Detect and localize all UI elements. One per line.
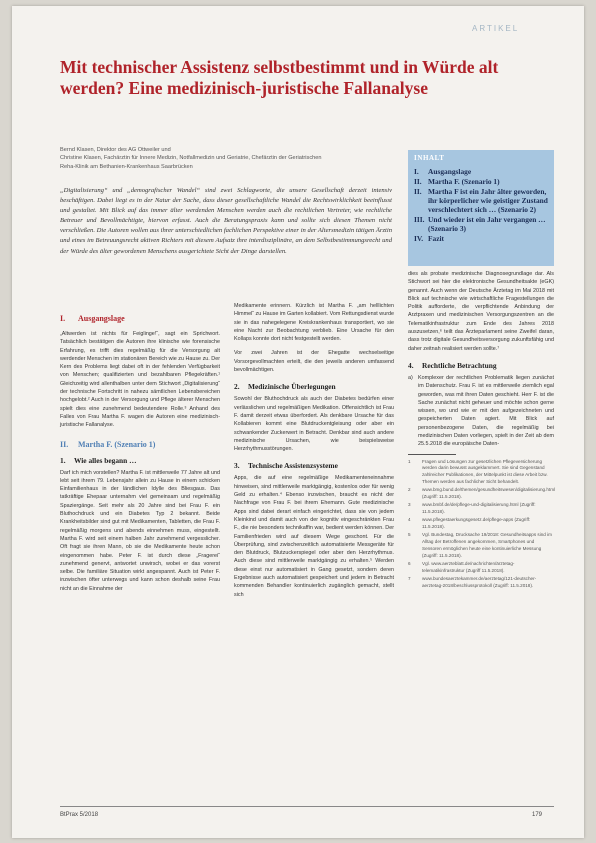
paragraph: Vor zwei Jahren ist der Ehegatte wechselseitige Vorsorgevollmachten erteilt, die den jeweils anderen umfassend bevollmächtigen.	[234, 350, 394, 374]
footnote-list	[408, 459, 554, 590]
footnote: 4 www.pflegestaerkungsgesetz.de/pflege-apps (Zugriff: 11.5.2018).	[408, 517, 531, 529]
section-heading: II. Martha F. (Szenario 1)	[60, 439, 156, 449]
toc-item: III. Und wieder ist ein Jahr vergangen … (Szenario 3)	[414, 214, 546, 234]
text-column-3	[408, 270, 554, 591]
abstract: „Digitalisierung“ und „demografischer Wandel“ sind zwei Schlagworte, die unsere Gesellschaft derzeit intensiv beschäftigen. Dabei liegt es in der Natur der Sache, dass dieser gesellschaftliche Wandel die Rechtswirklichkeit beeinflusst und gestaltet. Mit Blick auf das immer älter werdenden Menschen werden auch die rechtlichen Vertreter, wie rechtliche Betreuer und Bevollmächtigte, hiervon erfasst. Auch die Beratungspraxis kann und sollte sich diesen Themen nicht verschließen. Die Autoren wollen aus ihrer unterschiedlichen fachlichen Perspektive einer in der Altersmedizin tätigen Ärztin und eines im Betreuungsrecht aktiven Richters mit diesem Aufsatz ihre interdisziplinäre, an dem Selbstbestimmungsrecht und der Würde des älter gewordenen Menschens ausgerichtete Sicht der Dinge darstellen.	[60, 187, 392, 255]
author-line: Christine Klasen, Fachärztin für Innere Medizin, Notfallmedizin und Geriatrie, Chefärztin der Geriatrischen	[60, 155, 322, 162]
section-heading: I. Ausgangslage	[60, 314, 125, 323]
footnote-divider	[408, 454, 456, 455]
paragraph: „Altwerden ist nichts für Feiglinge!“, sagt ein Sprichwort. Tatsächlich bestätigen die Autoren ihre klinische wie forensische Erfahrung, es trifft dies regelmäßig für die Versorgung alt werdender Menschen im stationären Bereich wie zu Hause zu. Der Kern des Problems liegt dabei oft in der fehlenden Verfügbarkeit von Menschen; qualifizierten und bezahlbaren Pflegekräften.¹ Gleichzeitig wird allenthalben unter dem Stichwort „Digitalisierung“ der technische Fortschritt in nahezu sämtlichen Lebensbereichen hochgelobt.² Auch in der Versorgung und Pflege älterer Menschen spielt dies eine zunehmend bedeutendere Rolle.³ Anhand des Falles von Frau Martha F. wagen die Autoren eine medizinisch-juristische Fallanalyse.	[60, 331, 220, 429]
subsection-heading: 3. Technische Assistenzsysteme	[234, 461, 338, 471]
document-page	[12, 6, 584, 838]
page-number: 179	[532, 812, 543, 818]
subsection-heading: 2. Medizinische Überlegungen	[234, 382, 336, 392]
footnote: 5 Vgl. Bundestag, Drucksache 19/2018: Gesundheitsapps sind im Alltag der Betroffenen angekommen, Smartphones und Sensoren ermöglichen heute eine kontinuierliche Messung (Zugriff: 11.5.2018).	[408, 532, 552, 558]
footnote: 3 www.bmbf.de/de/pflege-und-digitalisierung.html (Zugriff: 11.5.2018).	[408, 502, 536, 514]
footer-divider	[60, 806, 554, 807]
text-column-2	[234, 302, 394, 599]
paragraph: Darf ich mich vorstellen? Martha F. ist mittlerweile 77 Jahre alt und lebt seit ihrem 79. Lebensjahr allein zu Hause in einem schicken Einfamilienhaus in der ländlichen Idylle des Bliesgaus. Das tatkräftige Ehepaar unternahm viel gemeinsam und regelmäßig Spaziergänge. Seit mehr als 20 Jahre sind bei Frau F. ein Bluthochdruck und ein Diabetes Typ 2 bekannt. Beide Krankheitsbilder sind gut mit Medikamenten, Tabletten, die Frau F. regelmäßig morgens und abends einnehmen muss, eingestellt. Martha F. wird seit einem halben Jahr zunehmend vergesslicher. Oft fragt sie ihren Mann, ob sie die Medikamente heute schon eingenommen habe. Peter F. ist durch diese „Fragerei“ zunehmend genervt, antwortet unwirsch, wobei er das vorerst selbe. Die familiäre Situation wirkt angespannt. Auch ist Peter F. inzwischen öfter unterwegs und kann schon deshalb seine Frau nicht an die Einnahme der	[60, 469, 220, 592]
section-tag: ARTIKEL	[472, 24, 520, 33]
author-line: Reha-Klinik am Bethanien-Krankenhaus Saarbrücken	[60, 163, 193, 170]
paragraph: Sowohl der Bluthochdruck als auch der Diabetes bedürfen einer verlässlichen und regelmäßigen Medikation. Offensichtlich ist Frau F. damit derzeit etwas überfordert. Als denkbare Ursache für das Kollabieren kommt eine Blutdruckentgleisung oder aber ein schwankender Zuckerwert in Betracht. Denkbar sind auch andere medizinische Ursachen, wie beispielsweise Herzrhythmusstörungen.	[234, 396, 394, 453]
table-of-contents-box	[408, 150, 554, 266]
paragraph: dies als probate medizinische Diagnosegrundlage dar. Als Stichwort sei hier die elektronische Gesundheitsakte (eGK) genannt. Auch wenn der Deutsche Ärztetag im Mai 2018 mit Blick auf technische wie wirtschaftliche Fragestellungen die Politik aufforderte, die verpflichtende Anbindung der Arztpraxen und medizinischen Versorgungszentren an die Telematikinfrastruktur zum Ende des Jahres 2018 auszusetzen,⁶ teilt das Ärzteparlament seine Zweifel daran, dass trotz digitale Gesundheitsversorgung zukunftsfähig und daher zeitnah realisiert werden sollte.⁷	[408, 271, 554, 352]
journal-issue: BtPrax 5/2018	[60, 812, 99, 818]
author-block	[60, 146, 400, 171]
footnote: 7 www.bundesaerztekammer.de/aerztetag/121-deutscher-aerztetag-2018/beschlussprotokoll (Zugriff: 11.5.2018).	[408, 575, 537, 588]
footnote: 1 Fragen und Lösungen zur gesetzlichen Pflegeversicherung werden darin bewusst ausgeklammert. Sie sind Gegenstand zahlreicher Publikationen, der Mittelpunkt ist diese Arbeit bzw. Themen werden aus fachlicher Sicht behandelt.	[408, 458, 548, 485]
toc-list	[414, 167, 548, 243]
footnote: 2 www.bmg.bund.de/themen/gesundheitswesen/digitalisierung.html (Zugriff: 11.5.2018).	[408, 487, 556, 500]
subsection-heading: 1. Wie alles begann …	[60, 455, 137, 465]
author-line: Bernd Klasen, Direktor des AG Ottweiler und	[60, 147, 171, 153]
paragraph: Medikamente erinnern. Kürzlich ist Martha F. „am helllichten Himmel“ zu Hause im Garten kollabiert. Vom Rettungsdienst wurde sie in das nahegelegene Kreiskrankenhaus transportiert, wo sie eine Nacht zur Beobachtung verblieb. Eine Ursache für den Kollaps konnte dort nicht festgestellt werden.	[234, 303, 394, 343]
list-item: a) Komplexer der rechtlichen Problematik liegen zunächst im Datenschutz. Frau F. ist es mittlerweile ziemlich egal geworden, was mit ihren Daten geschieht. Herr F. ist die Sache zunächst nicht geheuer und möchte schon gerne wissen, wo und wie er mit den aufgezeichneten und gespeicherten Daten agiert. Mit Blick auf personenbezogene Daten, die regelmäßig bei medizinischen Daten vorliegen, spielt in der Zeit ab dem 25.5.2018 die europäische Daten-	[408, 374, 554, 448]
toc-label: INHALT	[414, 154, 445, 162]
article-title: Mit technischer Assistenz selbstbestimmt und in Würde alt werden? Eine medizinisch-juristische Fallanalyse	[60, 57, 499, 98]
subsection-heading: 4. Rechtliche Betrachtung	[408, 360, 497, 370]
footnote: 6 Vgl. www.aerzteblatt.de/nachrichten/ärztetag-telematikinfrastruktur (Zugriff 11.5.2018).	[408, 560, 515, 573]
toc-item: II. Martha F ist ein Jahr älter geworden, ihr körperlicher wie geistiger Zustand verschlechtert sich … (Szenario 2)	[414, 186, 548, 215]
toc-item: IV. Fazit	[414, 234, 445, 244]
toc-item: I. Ausgangslage	[414, 167, 472, 176]
toc-item: II. Martha F. (Szenario 1)	[414, 176, 500, 186]
paragraph: Apps, die auf eine regelmäßige Medikamenteneinnahme hinweisen, sind mittlerweile marktgängig, kostenlos oder für wenig Geld zu erhalten.⁴ Ebenso inzwischen, braucht es nicht der Nachfrage von Frau F. bei ihrem Ehemann. Gute medizinische Apps sind dabei derart einfach eingerichtet, dass sie von jedem Kleinkind und damit auch von der kognitiv eingeschränkten Frau F., die nie besonders technikaffin war, bedient werden können. Der Familienfrieden wird auf diesem Wege geschont. Für die Überprüfung, sind zwischenzeitlich automatisierte Messgeräte für den Blutdruck, Blutzuckerspiegel oder aber den Herzrhythmus. Auch diese sind mittlerweile marktgängig zu erhalten.⁵ Werden diese einst nur automatisiert in Gang gesetzt, sondern deren Ergebnisse auch automatisiert gespeichert und jedem in Betracht kommenden Behandler kontinuierlich zugänglich gemacht, stellt sich	[234, 475, 394, 598]
text-column-1	[60, 314, 220, 593]
